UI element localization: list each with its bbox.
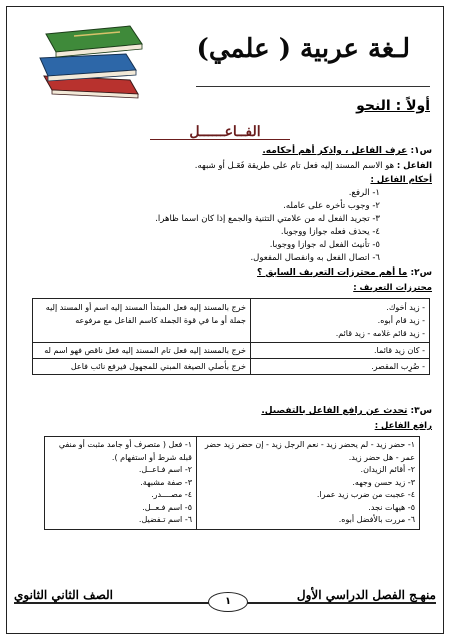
rule-item: ٦- اتصال الفعل به وانفصال المفعول. xyxy=(250,253,380,263)
question-1-number: س١: xyxy=(410,146,432,156)
type-item: ١- فعل ( متصرف أو جامد مثبت أو منفي قبله شرط أو استفهام ). xyxy=(58,440,192,462)
example-item: ٤- عجبت من ضرب زيد عمرا. xyxy=(316,490,415,499)
question-2-number: س٢: xyxy=(410,268,432,278)
type-item: ٤- مصــــدر. xyxy=(151,490,192,499)
type-item: ٢- اسم فـاعــل. xyxy=(138,465,192,474)
question-3 xyxy=(261,406,432,416)
type-item: ٣- صفة مشبهة. xyxy=(140,477,192,487)
explanation-cell: خرج بالمسند إليه فعل تام المسند إليه فعل ناقص فهو اسم له xyxy=(33,343,251,359)
rule-item: ٢- وجوب تأخره على عامله. xyxy=(283,201,380,211)
page-title: لـغة عربية ( علمي) xyxy=(196,34,410,64)
question-1-text: عرف الفاعل ، واذكر أهم أحكامه. xyxy=(262,146,408,156)
table-row xyxy=(33,359,430,375)
rule-item: ١- الرفع. xyxy=(348,188,380,198)
explanation-cell: خرج بالمسند إليه فعل المبتدأ المسند إليه اسم أو المسند إليه جملة أو ما في قوة الجملة كاسم الفاعل مع مرفوعه xyxy=(33,299,251,343)
question-2 xyxy=(257,268,432,278)
conditions-table xyxy=(32,298,430,375)
example-item: ٥- هيهات نجد. xyxy=(368,502,415,512)
example-item: ٦- مررت بالأفضل أبوه. xyxy=(338,515,415,524)
rule-item: ٤- يحذف فعله جوازا ووجوبا. xyxy=(280,227,380,237)
rules-title: أحكام الفاعل : xyxy=(370,175,432,185)
q2-subtitle: محترزات التعريف : xyxy=(353,283,432,293)
table-row xyxy=(33,299,430,343)
subject-heading: الفــاعــــــل xyxy=(189,124,261,140)
question-3-text: تحدث عن رافع الفاعل بالتفصيل. xyxy=(261,406,408,416)
table-row xyxy=(45,437,420,530)
rule-item: ٥- تأنيث الفعل له جوازا ووجوبا. xyxy=(269,240,380,250)
example-cell: - كان زيد قائما. xyxy=(251,343,430,359)
book-middle-blue xyxy=(40,54,136,81)
table-row xyxy=(33,343,430,359)
question-3-number: س٣: xyxy=(410,406,432,416)
definition xyxy=(195,160,432,172)
title-underline xyxy=(196,86,430,87)
type-item: ٦- اسم تـفضيل. xyxy=(138,515,192,524)
footer-grade: الصف الثاني الثانوي xyxy=(14,588,119,602)
example-cell: - زيد أخوك. - زيد قام أبوه. - زيد قائم غلامه - زيد قائم. xyxy=(251,299,430,343)
subject-underline xyxy=(150,139,290,140)
q3-subtitle: رافع الفاعل : xyxy=(374,421,432,431)
rule-item: ٣- تجريد الفعل له من علامتي التثنية والجمع إذا كان اسما ظاهرا. xyxy=(155,214,380,224)
books-illustration xyxy=(34,18,152,102)
type-item: ٥- اسم فـعــل. xyxy=(142,502,192,512)
book-top-green xyxy=(46,26,142,57)
page-number-badge: ١ xyxy=(208,592,248,612)
agents-table xyxy=(44,436,420,530)
footer xyxy=(14,590,436,616)
example-cell: - ضُرِب المقصر. xyxy=(251,359,430,375)
example-item: ١- حضر زيد - لم يحضر زيد - نعم الرجل زيد - إن حضر زيد حضر عمر - هل حضر زيد. xyxy=(204,440,415,462)
example-item: ٢- أقائم الزيدان. xyxy=(360,465,415,474)
footer-term: منهـج الفصل الدراسي الأول xyxy=(291,588,436,602)
question-2-text: ما أهم محترزات التعريف السابق ؟ xyxy=(257,268,408,278)
definition-label: الفاعل : xyxy=(396,161,432,171)
explanation-cell: خرج بأصلي الصيغة المبني للمجهول فيرفع نائب فاعل xyxy=(33,359,251,375)
section-heading: أولاً : النحو xyxy=(356,98,430,114)
definition-text: هو الاسم المسند إليه فعل تام على طريقة فَعَـل أو شبهه. xyxy=(194,161,395,171)
examples-cell xyxy=(197,437,420,530)
example-item: ٣- زيد حسن وجهه. xyxy=(352,477,415,487)
question-1 xyxy=(262,146,432,156)
types-cell xyxy=(45,437,197,530)
